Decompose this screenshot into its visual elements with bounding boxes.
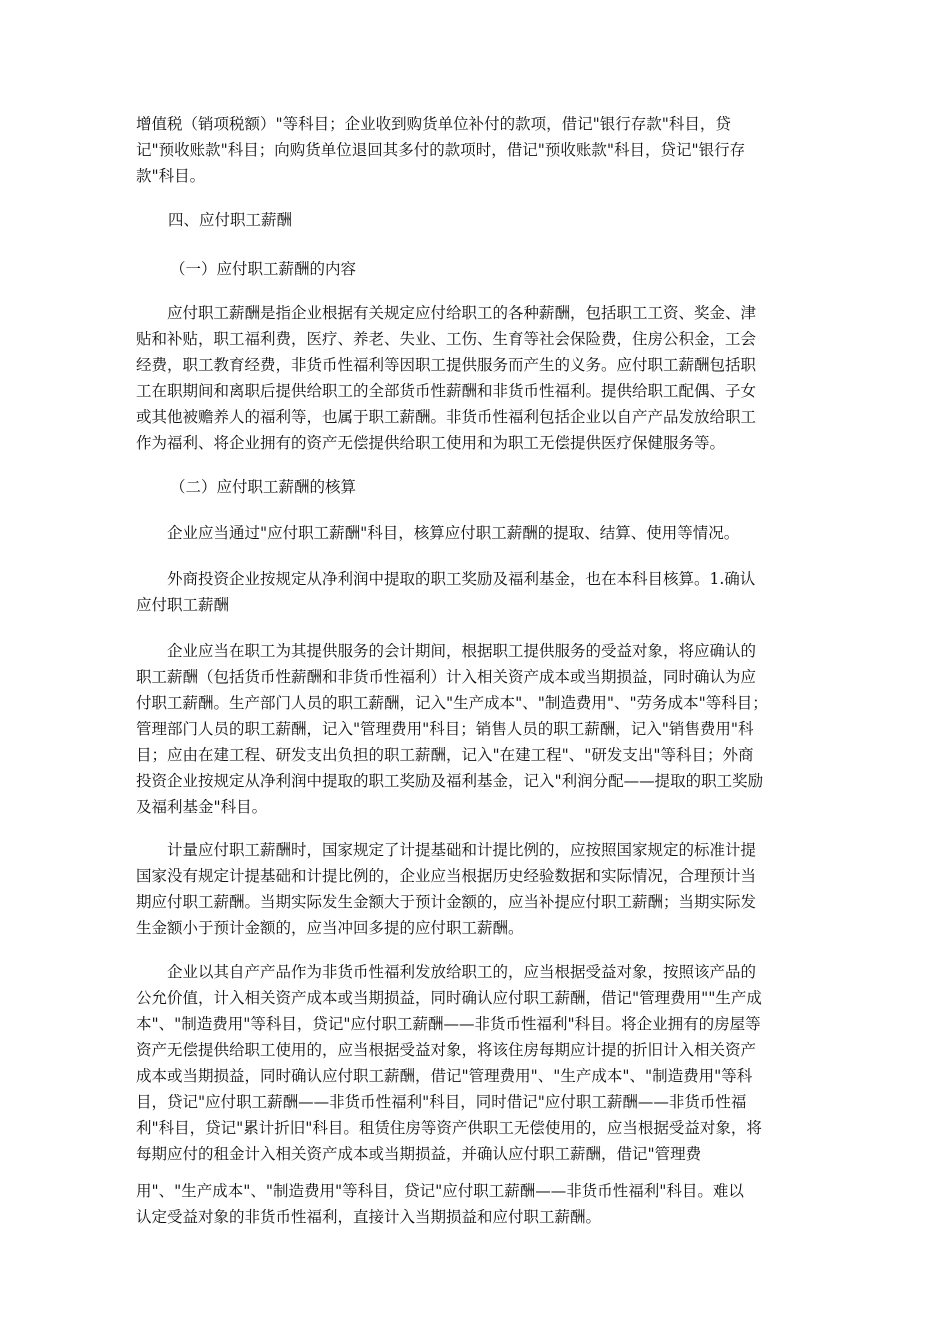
text-line: 管理部门人员的职工薪酬，记入"管理费用"科目；销售人员的职工薪酬，记入"销售费用"科 [136, 720, 754, 738]
text-line: 记"预收账款"科目；向购货单位退回其多付的款项时，借记"预收账款"科目，贷记"银行存 [136, 141, 746, 159]
text-line: （二）应付职工薪酬的核算 [170, 478, 357, 496]
text-line: 应付职工薪酬 [136, 596, 230, 614]
text-line: 企业应当在职工为其提供服务的会计期间，根据职工提供服务的受益对象，将应确认的 [136, 642, 757, 660]
text-line: 利"科目，贷记"累计折旧"科目。租赁住房等资产供职工无偿使用的，应当根据受益对象，将 [136, 1119, 762, 1137]
paragraph-recognition [136, 638, 826, 820]
text-line: 投资企业按规定从净利润中提取的职工奖励及福利基金，记入"利润分配——提取的职工奖励 [136, 772, 764, 790]
text-line: 作为福利、将企业拥有的资产无偿提供给职工使用和为职工无偿提供医疗保健服务等。 [136, 434, 726, 452]
text-line: 国家没有规定计提基础和计提比例的，企业应当根据历史经验数据和实际情况，合理预计当 [136, 867, 757, 885]
text-line: 生金额小于预计金额的，应当冲回多提的应付职工薪酬。 [136, 919, 524, 937]
text-line: 公允价值，计入相关资产成本或当期损益，同时确认应付职工薪酬，借记"管理费用""生产成 [136, 989, 762, 1007]
text-line: 增值税（销项税额）"等科目；企业收到购货单位补付的款项，借记"银行存款"科目，贷 [136, 115, 731, 133]
paragraph-foreign-investment [136, 566, 826, 618]
text-line: （一）应付职工薪酬的内容 [170, 260, 357, 278]
text-line: 四、应付职工薪酬 [168, 211, 293, 229]
section-heading [168, 207, 292, 233]
text-line: 企业以其自产产品作为非货币性福利发放给职工的，应当根据受益对象，按照该产品的 [136, 963, 757, 981]
text-line: 工在职期间和离职后提供给职工的全部货币性薪酬和非货币性福利。提供给职工配偶、子女 [136, 382, 757, 400]
paragraph-vat-tail [136, 111, 826, 189]
text-line: 及福利基金"科目。 [136, 798, 268, 816]
paragraph-account-setup [136, 520, 826, 546]
text-line: 付职工薪酬。生产部门人员的职工薪酬，记入"生产成本"、"制造费用"、"劳务成本"等科目； [136, 694, 768, 712]
paragraph-definition [136, 300, 826, 456]
text-line: 目，贷记"应付职工薪酬——非货币性福利"科目，同时借记"应付职工薪酬——非货币性福 [136, 1093, 747, 1111]
text-line: 计量应付职工薪酬时，国家规定了计提基础和计提比例的，应按照国家规定的标准计提 [136, 841, 757, 859]
paragraph-non-monetary-benefits [136, 959, 826, 1167]
text-line: 用"、"生产成本"、"制造费用"等科目，贷记"应付职工薪酬——非货币性福利"科目。难以 [136, 1182, 744, 1200]
text-line: 认定受益对象的非货币性福利，直接计入当期损益和应付职工薪酬。 [136, 1208, 602, 1226]
text-line: 资产无偿提供给职工使用的，应当根据受益对象，将该住房每期应计提的折旧计入相关资产 [136, 1041, 757, 1059]
text-line: 职工薪酬（包括货币性薪酬和非货币性福利）计入相关资产成本或当期损益，同时确认为应 [136, 668, 757, 686]
text-line: 外商投资企业按规定从净利润中提取的职工奖励及福利基金，也在本科目核算。1.确认 [136, 570, 756, 588]
subsection-heading-accounting [170, 474, 356, 500]
text-line: 企业应当通过"应付职工薪酬"科目，核算应付职工薪酬的提取、结算、使用等情况。 [136, 524, 740, 542]
text-line: 经费，职工教育经费，非货币性福利等因职工提供服务而产生的义务。应付职工薪酬包括职 [136, 356, 757, 374]
text-line: 每期应付的租金计入相关资产成本或当期损益，并确认应付职工薪酬，借记"管理费 [136, 1145, 702, 1163]
text-line: 目；应由在建工程、研发支出负担的职工薪酬，记入"在建工程"、"研发支出"等科目；外商 [136, 746, 754, 764]
subsection-heading-content [170, 256, 356, 282]
text-line: 或其他被赡养人的福利等，也属于职工薪酬。非货币性福利包括企业以自产产品发放给职工 [136, 408, 757, 426]
paragraph-measurement [136, 837, 826, 941]
text-line: 应付职工薪酬是指企业根据有关规定应付给职工的各种薪酬，包括职工工资、奖金、津 [136, 304, 757, 322]
text-line: 贴和补贴，职工福利费，医疗、养老、失业、工伤、生育等社会保险费，住房公积金，工会 [136, 330, 757, 348]
text-line: 成本或当期损益，同时确认应付职工薪酬，借记"管理费用"、"生产成本"、"制造费用"等科 [136, 1067, 753, 1085]
text-line: 款"科目。 [136, 167, 206, 185]
paragraph-continuation [136, 1178, 826, 1230]
text-line: 期应付职工薪酬。当期实际发生金额大于预计金额的，应当补提应付职工薪酬；当期实际发 [136, 893, 757, 911]
text-line: 本"、"制造费用"等科目，贷记"应付职工薪酬——非货币性福利"科目。将企业拥有的房屋等 [136, 1015, 761, 1033]
